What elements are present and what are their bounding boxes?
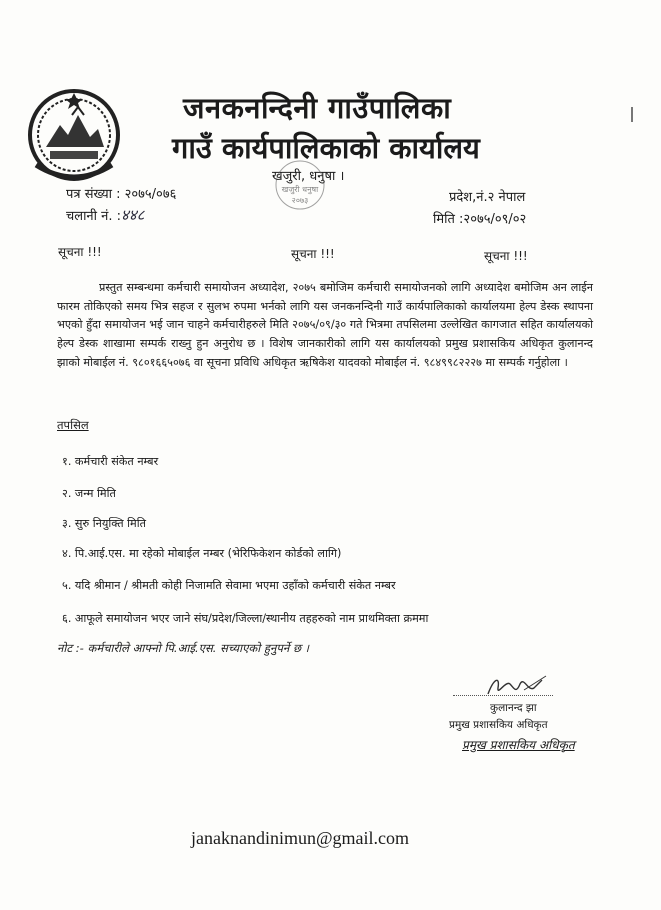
margin-mark (631, 107, 633, 122)
notice-body-text: प्रस्तुत सम्बन्धमा कर्मचारी समायोजन अध्यादेश, २०७५ बमोजिम कर्मचारी समायोजनको लागि अध्यादेश बमोजिम अन लाईन फारम तोकिएको समय भित्र सहज र सुलभ रुपमा भर्नको लागि यस जनकनन्दिनी गाउँ कार्यपालिकाको कार्यालयमा हेल्प डेस्क स्थापना भएको हुँदा समायोजन भई जान चाहने कर्मचारीहरुले मिति २०७५/०९/३० गते भित्रमा तपसिलमा उल्लेखित कागजात सहित कार्यालयको हेल्प डेस्क शाखामा सम्पर्क राख्नु हुन अनुरोध छ । विशेष जानकारीको लागि यस कार्यालयको प्रमुख प्रशासकिय अधिकृत कुलानन्द झाको मोबाईल नं. ९८०१६६५०७६ वा सूचना प्रविधि अधिकृत ऋषिकेश यादवको मोबाईल नं. ९८४९९८२२२७ मा सम्पर्क गर्नुहोला । (57, 281, 593, 369)
list-item: १. कर्मचारी संकेत नम्बर (62, 455, 159, 468)
list-item: ४. पि.आई.एस. मा रहेको मोबाईल नम्बर (भेरिफिकेशन कोर्डको लागि) (62, 547, 342, 560)
province-label: प्रदेश,नं.२ नेपाल (449, 190, 526, 205)
notice-heading-center: सूचना !!! (291, 247, 335, 261)
office-location: खजुरी, धनुषा । (272, 169, 345, 184)
tapsil-heading: तपसिल (57, 418, 89, 432)
signatory-stamp: प्रमुख प्रशासकिय अधिकृत (462, 738, 575, 752)
signature-icon (480, 672, 550, 704)
list-item: ३. सुरु नियुक्ति मिति (62, 517, 147, 530)
nepal-emblem-icon (28, 85, 120, 185)
seal-text-line2: २०७३ (291, 196, 309, 205)
dispatch-value: ४४८ (121, 206, 145, 224)
signatory-title: प्रमुख प्रशासकिय अधिकृत (449, 719, 548, 731)
contact-email: janaknandinimun@gmail.com (191, 828, 410, 848)
note-text: नोट :- कर्मचारीले आफ्नो पि.आई.एस. सच्याएको हुनुपर्ने छ । (57, 641, 310, 655)
signature-line (453, 695, 553, 696)
seal-text-line1: खजुरी धनुषा (281, 185, 319, 194)
letter-number: पत्र संख्या : २०७५/०७६ (66, 187, 177, 202)
dispatch-label: चलानी नं. : (66, 209, 122, 224)
signatory-name: कुलानन्द झा (490, 702, 537, 714)
list-item: ५. यदि श्रीमान / श्रीमती कोही निजामति सेवामा भएमा उहाँको कर्मचारी संकेत नम्बर (62, 579, 396, 592)
office-seal-icon (272, 158, 328, 212)
notice-body (57, 279, 593, 373)
notice-heading-right: सूचना !!! (484, 249, 528, 263)
letter-date: मिति :२०७५/०९/०२ (433, 212, 527, 227)
list-item: २. जन्म मिति (62, 487, 116, 500)
notice-heading-left: सूचना !!! (58, 245, 102, 259)
dispatch-number (66, 205, 144, 225)
office-subtitle: गाउँ कार्यपालिकाको कार्यालय (172, 131, 480, 165)
list-item: ६. आफूले समायोजन भएर जाने संघ/प्रदेश/जिल्ला/स्थानीय तहहरुको नाम प्राथमिक्ता क्रममा (62, 612, 429, 625)
office-title: जनकनन्दिनी गाउँपालिका (183, 91, 452, 125)
